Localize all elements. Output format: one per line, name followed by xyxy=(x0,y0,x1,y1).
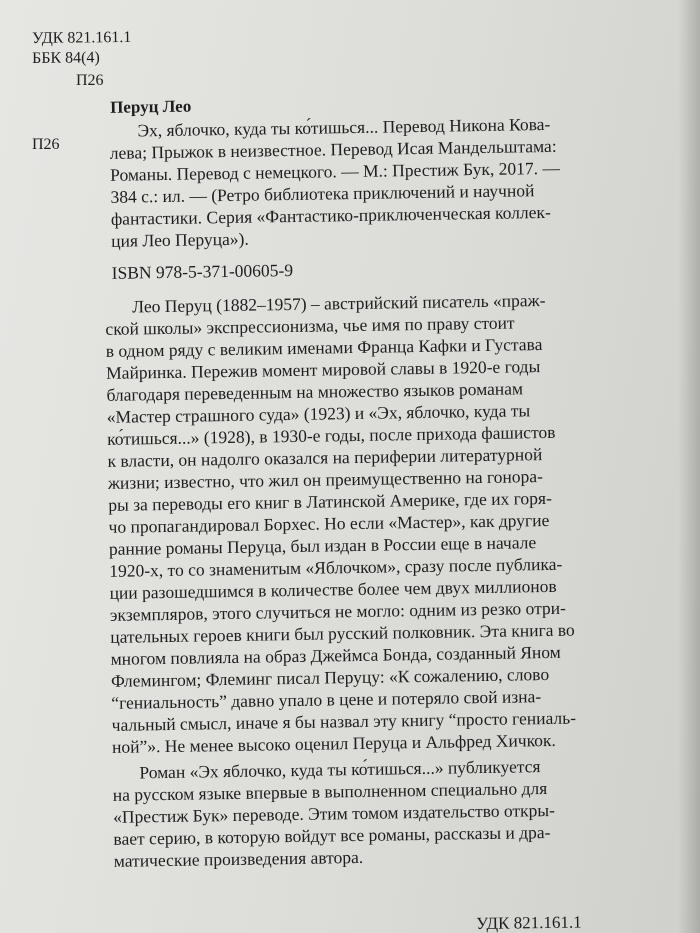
annotation-line: в одном ряду с великим именами Франца Кафки и Густава xyxy=(105,334,543,361)
bib-line: ция Лео Перуца»). xyxy=(111,228,249,251)
annotation-line: благодаря переведенным на множество языков романам xyxy=(106,378,524,405)
annotation-line: цательных героев книги был русский полковник. Эта книга во xyxy=(110,619,575,647)
annotation-line: 1920-х, то со знаменитым «Яблочком», сразу после публика- xyxy=(109,553,563,581)
author-sign: П26 xyxy=(76,72,104,89)
isbn: ISBN 978-5-371-00605-9 xyxy=(111,259,294,283)
annotation-line: Роман «Эх яблочко, куда ты ко́тишься...» публикуется xyxy=(139,756,541,783)
annotation-line: Майринка. Пережив момент мировой славы в 1920-е годы xyxy=(105,356,541,383)
annotation-line: чальный смысл, иначе я бы назвал эту книгу “просто гениаль- xyxy=(111,707,577,735)
annotation-line: Флемингом; Флеминг писал Перуцу: «К сожалению, слово xyxy=(110,663,550,691)
margin-author-sign: П26 xyxy=(32,136,60,153)
annotation-line: ной”». Не менее высоко оценил Перуца и Альфред Хичкок. xyxy=(111,729,556,757)
bib-line: лева; Прыжок в неизвестное. Перевод Исая Мандельштама: xyxy=(109,135,557,163)
annotation-line: чо пропагандировал Борхес. Но если «Мастер», как другие xyxy=(108,509,550,537)
udk-code: УДК 821.161.1 xyxy=(32,28,132,47)
bib-line: 384 с.: ил. — (Ретро библиотека приключений и научной xyxy=(110,180,535,207)
annotation-line: матические произведения автора. xyxy=(113,846,364,871)
author-heading: Перуц Лео xyxy=(109,96,192,117)
annotation-line: на русском языке впервые в выполненном специально для xyxy=(112,778,548,805)
annotation-line: вает серию, в которую войдут все романы, рассказы и дра- xyxy=(113,821,551,849)
annotation-line: «Престиж Бук» переводе. Этим томом издательство откры- xyxy=(112,799,556,827)
annotation-line: ранние романы Перуца, был издан в России еще в начале xyxy=(108,532,537,559)
annotation-line: жизни; известно, что жил он преимущественно на гонора- xyxy=(107,466,544,493)
annotation-line: ко́тишься...» (1928), в 1930-е годы, после прихода фашистов xyxy=(107,421,556,449)
annotation-line: ции разошедшимся в количестве более чем двух миллионов xyxy=(109,575,557,603)
bib-line: Романы. Перевод с немецкого. — М.: Престиж Бук, 2017. — xyxy=(110,157,561,185)
annotation-line: многом повлияла на образ Джеймса Бонда, созданный Яном xyxy=(110,641,561,669)
annotation-line: “гениальность” давно упало в цене и потеряло свой изна- xyxy=(111,686,542,713)
annotation-line: к власти, он надолго оказался на периферии литературной xyxy=(107,444,543,471)
annotation-line: «Мастер страшного суда» (1923) и «Эх, яблочко, куда ты xyxy=(106,400,531,427)
bib-line: фантастики. Серия «Фантастико-приключенческая коллек- xyxy=(110,201,551,229)
footer-udk-cut: УДК 821.161.1 xyxy=(476,912,582,933)
bib-line: Эх, яблочко, куда ты ко́тишься... Перевод Никона Кова- xyxy=(137,113,551,141)
annotation-line: ры за переводы его книг в Латинской Америке, где их горя- xyxy=(108,487,552,515)
annotation-line: Лео Перуц (1882–1957) – австрийский писатель «праж- xyxy=(131,290,546,317)
annotation-line: ской школы» экспрессионизма, чье имя по праву стоит xyxy=(105,312,515,339)
page-edge-shadow xyxy=(678,0,700,933)
annotation-line: экземпляров, этого случиться не могло: одним из резко отри- xyxy=(109,597,567,625)
bbk-code: ББК 84(4) xyxy=(32,49,100,67)
